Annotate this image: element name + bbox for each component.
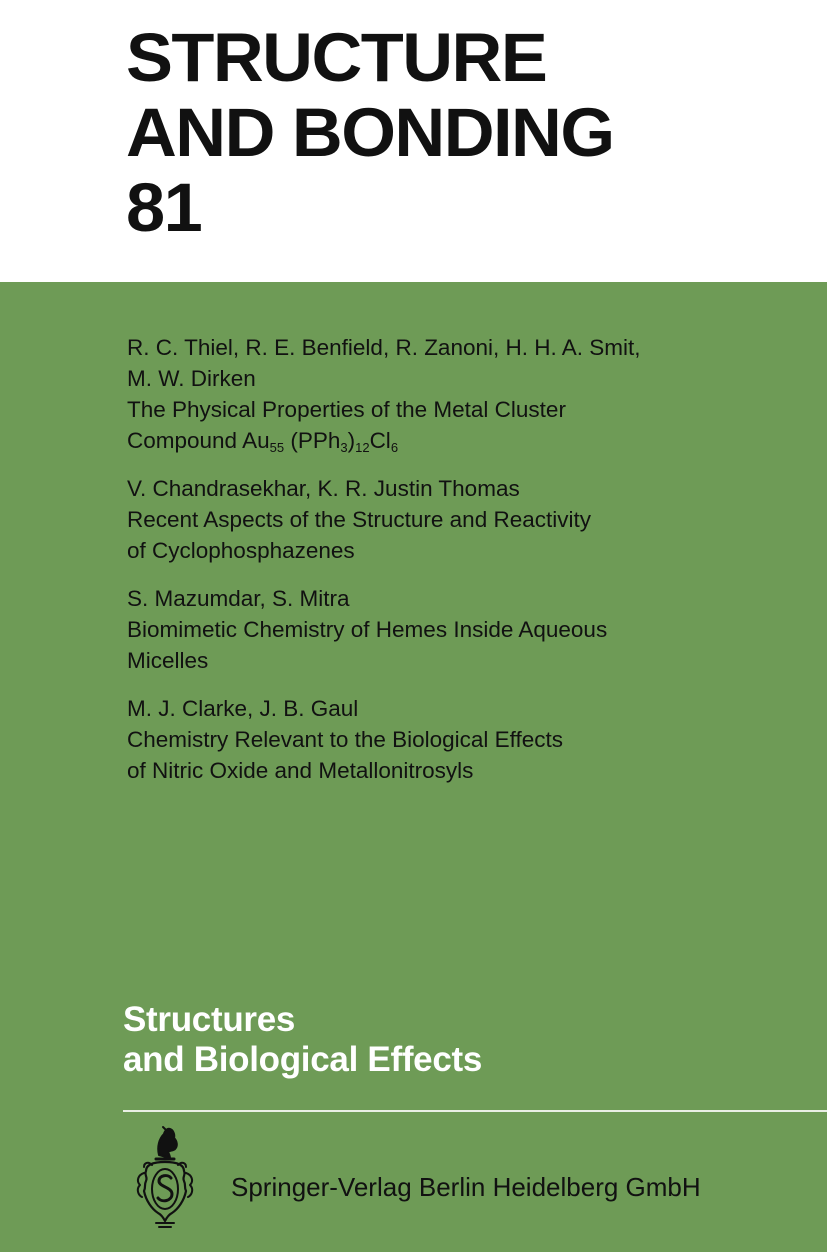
article-title-formula <box>127 425 807 456</box>
formula-subscript: 12 <box>355 440 370 455</box>
formula-subscript: 3 <box>340 440 348 455</box>
article-title: Biomimetic Chemistry of Hemes Inside Aqueous <box>127 617 608 642</box>
formula-paren: ) <box>347 428 356 453</box>
formula-element: Cl <box>369 428 391 453</box>
series-title <box>126 20 614 245</box>
series-title-line-2: AND BONDING <box>126 94 614 171</box>
article-entry <box>127 332 807 456</box>
formula-subscript: 55 <box>269 440 285 455</box>
volume-title-line-1: Structures <box>123 1000 296 1039</box>
formula-subscript: 6 <box>390 440 399 455</box>
article-entry <box>127 693 807 786</box>
article-authors: V. Chandrasekhar, K. R. Justin Thomas <box>127 476 520 501</box>
article-entry <box>127 583 807 676</box>
article-title-continued: of Cyclophosphazenes <box>127 538 355 563</box>
article-title: The Physical Properties of the Metal Cluster <box>127 397 566 422</box>
article-title-continued: Micelles <box>127 648 209 673</box>
formula-prefix: Compound Au <box>127 428 270 453</box>
article-authors: R. C. Thiel, R. E. Benfield, R. Zanoni, H. H. A. Smit, <box>127 335 641 360</box>
article-title: Recent Aspects of the Structure and Reactivity <box>127 507 591 532</box>
header-band <box>0 0 827 282</box>
article-title-continued: of Nitric Oxide and Metallonitrosyls <box>127 758 474 783</box>
article-authors: M. J. Clarke, J. B. Gaul <box>127 696 359 721</box>
volume-title-line-2: and Biological Effects <box>123 1040 483 1079</box>
formula-ligand: (PPh <box>284 428 341 453</box>
series-title-line-1: STRUCTURE <box>126 19 547 96</box>
volume-title <box>123 1000 482 1080</box>
article-entry <box>127 473 807 566</box>
article-title: Chemistry Relevant to the Biological Effects <box>127 727 564 752</box>
table-of-contents <box>127 332 807 803</box>
article-authors: S. Mazumdar, S. Mitra <box>127 586 350 611</box>
publisher-name: Springer-Verlag Berlin Heidelberg GmbH <box>231 1172 701 1202</box>
volume-number: 81 <box>126 169 202 246</box>
article-authors-continued: M. W. Dirken <box>127 366 256 391</box>
springer-knight-logo-icon <box>132 1125 198 1230</box>
divider-rule <box>123 1110 827 1112</box>
